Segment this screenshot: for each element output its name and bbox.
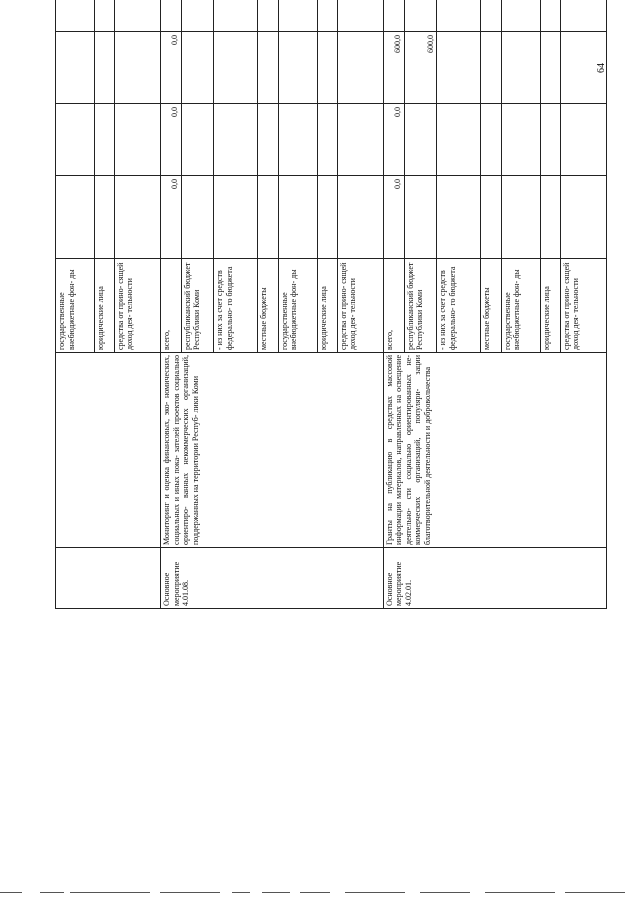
funding-source-cell-text: средства от прино- сящей доход дея- тельности xyxy=(338,262,358,350)
measure-description-cell xyxy=(56,353,161,548)
value-cell xyxy=(181,176,213,259)
value-cell xyxy=(541,176,561,259)
funding-source-cell-text: государственные внебюджетные фон- ды xyxy=(279,269,299,350)
value-cell xyxy=(56,0,95,32)
funding-source-cell xyxy=(258,259,279,353)
value-cell xyxy=(501,176,540,259)
value-cell xyxy=(404,0,436,32)
value-cell xyxy=(56,176,95,259)
value-cell xyxy=(404,176,436,259)
value-cell xyxy=(56,104,95,176)
value-cell xyxy=(258,32,279,104)
value-cell xyxy=(337,104,383,176)
value-cell xyxy=(318,0,338,32)
value-cell xyxy=(161,176,182,259)
value-cell xyxy=(541,104,561,176)
value-cell xyxy=(114,104,160,176)
measure-description-cell-text: Гранты на публикацию в средствах массовой информации материалов, направленных на освещение деятельно- сти социально ориентированных не- коммерческих организаций, популяри- зации благотворительной деятельности и добровольчества xyxy=(384,355,432,545)
value-cell xyxy=(337,0,383,32)
funding-source-cell-text: государственные внебюджетные фон- ды xyxy=(502,269,522,350)
funding-source-cell-text: местные бюджеты xyxy=(482,287,491,350)
measure-type-cell-text: Основное мероприятие 4.02.01. xyxy=(384,561,413,606)
value-cell xyxy=(114,32,160,104)
value-cell xyxy=(481,104,502,176)
measure-type-cell xyxy=(161,548,384,609)
funding-source-cell-text: местные бюджеты xyxy=(259,287,269,350)
table-row xyxy=(383,0,404,609)
value-cell xyxy=(95,0,115,32)
value-cell xyxy=(95,32,115,104)
funding-source-cell xyxy=(95,259,115,353)
funding-source-cell xyxy=(501,259,540,353)
value-cell-text xyxy=(426,0,436,29)
value-cell-text: 0,0 xyxy=(170,179,180,189)
value-cell xyxy=(404,104,436,176)
funding-source-cell xyxy=(541,259,561,353)
value-cell xyxy=(214,104,258,176)
funding-source-cell xyxy=(318,259,338,353)
value-cell xyxy=(181,0,213,32)
funding-source-cell xyxy=(437,259,481,353)
value-cell xyxy=(95,104,115,176)
value-cell xyxy=(481,0,502,32)
funding-source-cell-text: республиканский бюджет Республики Коми xyxy=(405,262,425,350)
funding-source-cell-text: всего, xyxy=(162,329,172,350)
measure-type-cell xyxy=(56,548,161,609)
funding-source-cell xyxy=(181,259,213,353)
value-cell xyxy=(161,104,182,176)
value-cell xyxy=(437,176,481,259)
value-cell xyxy=(560,104,606,176)
value-cell xyxy=(318,104,338,176)
value-cell xyxy=(501,32,540,104)
value-cell xyxy=(560,32,606,104)
value-cell xyxy=(214,0,258,32)
measure-description-cell-text: Мониторинг и оценка финансовых, эко- номических, социальных и иных пока- зателей проектов социально ориентиро- ванных некоммерческих организаций, поддержанных на территории Респуб- лики Коми xyxy=(162,355,200,545)
funding-source-cell-text: средства от прино- сящей доход дея- тельности xyxy=(561,262,581,350)
measure-type-cell-text: Основное мероприятие 4.01.08. xyxy=(162,561,191,606)
value-cell xyxy=(95,176,115,259)
value-cell-text xyxy=(170,0,180,29)
value-cell xyxy=(560,176,606,259)
funding-source-cell-text: государственные внебюджетные фон- ды xyxy=(57,269,76,350)
funding-source-cell xyxy=(114,259,160,353)
value-cell xyxy=(318,176,338,259)
funding-source-cell-text: юридические лица xyxy=(319,286,329,350)
value-cell xyxy=(318,32,338,104)
value-cell xyxy=(181,104,213,176)
value-cell xyxy=(114,0,160,32)
value-cell xyxy=(214,176,258,259)
funding-source-cell-text: средства от прино- сящей доход дея- тельности xyxy=(115,262,135,350)
value-cell-text: 0,0 xyxy=(393,107,403,117)
value-cell xyxy=(437,104,481,176)
funding-source-cell-text: - из них за счет средств федерально- го бюджета xyxy=(215,266,234,350)
value-cell xyxy=(437,32,481,104)
funding-source-cell xyxy=(214,259,258,353)
funding-source-cell-text: юридические лица xyxy=(542,286,552,350)
value-cell-text: 600,0 xyxy=(393,35,403,53)
value-cell xyxy=(278,0,317,32)
value-cell xyxy=(258,104,279,176)
value-cell-text: 0,0 xyxy=(170,35,180,45)
funding-table xyxy=(55,0,607,609)
value-cell xyxy=(337,176,383,259)
value-cell xyxy=(161,0,182,32)
value-cell-text: 0,0 xyxy=(393,179,403,189)
value-cell xyxy=(560,0,606,32)
value-cell xyxy=(278,32,317,104)
value-cell-text xyxy=(393,0,403,29)
funding-source-cell xyxy=(278,259,317,353)
funding-source-cell xyxy=(481,259,502,353)
value-cell xyxy=(383,0,404,32)
value-cell xyxy=(481,32,502,104)
value-cell xyxy=(437,0,481,32)
value-cell xyxy=(214,32,258,104)
value-cell xyxy=(278,176,317,259)
table-row xyxy=(161,0,182,609)
value-cell xyxy=(161,32,182,104)
table-row xyxy=(56,0,95,609)
value-cell xyxy=(258,176,279,259)
rotated-page-area xyxy=(55,35,607,850)
value-cell xyxy=(181,32,213,104)
funding-source-cell xyxy=(560,259,606,353)
value-cell xyxy=(114,176,160,259)
value-cell xyxy=(383,104,404,176)
funding-source-cell xyxy=(337,259,383,353)
funding-source-cell-text: республиканский бюджет Республики Коми xyxy=(182,262,202,350)
funding-source-cell-text: юридические лица xyxy=(96,286,106,350)
funding-source-cell xyxy=(56,259,95,353)
page-number: 64 xyxy=(596,63,607,73)
funding-source-cell xyxy=(161,259,182,353)
value-cell xyxy=(337,32,383,104)
value-cell xyxy=(501,104,540,176)
measure-type-cell xyxy=(383,548,606,609)
measure-description-cell xyxy=(383,353,606,548)
value-cell xyxy=(541,0,561,32)
scan-footer-artifacts xyxy=(0,888,640,898)
value-cell-text: 0,0 xyxy=(170,107,180,117)
value-cell xyxy=(383,176,404,259)
value-cell-text: 600,0 xyxy=(425,35,435,53)
value-cell xyxy=(541,32,561,104)
funding-source-cell xyxy=(404,259,436,353)
value-cell xyxy=(278,104,317,176)
value-cell xyxy=(501,0,540,32)
measure-description-cell xyxy=(161,353,384,548)
funding-source-cell-text: всего, xyxy=(384,329,394,350)
funding-source-cell-text: - из них за счет средств федерально- го бюджета xyxy=(438,266,457,350)
landscape-table-container xyxy=(55,0,607,609)
value-cell xyxy=(383,32,404,104)
value-cell xyxy=(404,32,436,104)
value-cell xyxy=(258,0,279,32)
value-cell xyxy=(481,176,502,259)
funding-source-cell xyxy=(383,259,404,353)
value-cell xyxy=(56,32,95,104)
